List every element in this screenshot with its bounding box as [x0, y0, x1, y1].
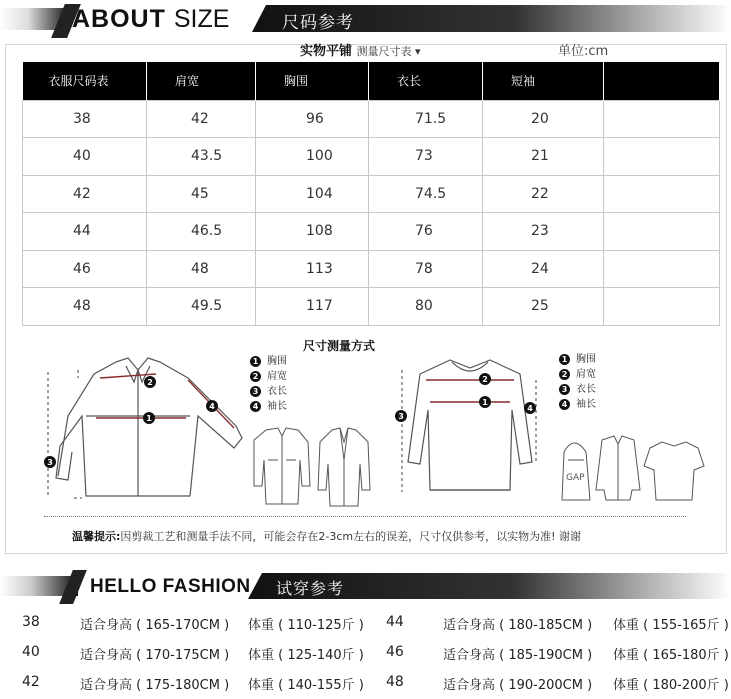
table-cell: 25 [483, 288, 604, 326]
table-cell: 22 [483, 175, 604, 213]
table-cell: 117 [256, 288, 369, 326]
fit-height: 适合身高 ( 190-200CM ) [443, 678, 593, 693]
subhead-small: 测量尺寸表 ▾ [356, 45, 421, 58]
fit-height: 适合身高 ( 170-175CM ) [80, 648, 230, 663]
header-title-cn: 尺码参考 [282, 13, 354, 33]
legend-item [250, 384, 287, 399]
measure-title: 尺寸测量方式 [303, 339, 376, 353]
table-cell: 42 [147, 100, 256, 138]
table-cell [604, 175, 720, 213]
table-cell: 73 [369, 138, 483, 176]
table-cell [604, 100, 720, 138]
table-cell: 113 [256, 250, 369, 288]
col-header: 短袖 [483, 62, 604, 100]
title-about: ABOUT [72, 5, 166, 33]
fit-height: 适合身高 ( 165-170CM ) [80, 618, 230, 633]
table-cell: 23 [483, 213, 604, 251]
sweater-illustration [390, 350, 550, 510]
table-header-row [23, 62, 720, 100]
svg-text:GAP: GAP [566, 473, 585, 483]
table-cell: 80 [369, 288, 483, 326]
dotted-divider [44, 516, 686, 517]
fit-height: 适合身高 ( 175-180CM ) [80, 678, 230, 693]
table-cell: 44 [23, 213, 147, 251]
table-cell: 71.5 [369, 100, 483, 138]
table-cell: 21 [483, 138, 604, 176]
svg-text:3: 3 [47, 458, 53, 467]
legend-number: 3 [250, 386, 261, 397]
garment-icons-right [558, 430, 708, 510]
fit-size: 40 [22, 644, 40, 660]
size-table [22, 62, 720, 326]
jacket-icons-left [244, 420, 374, 510]
table-row [23, 100, 720, 138]
legend-label: 胸围 [267, 356, 287, 367]
table-cell: 38 [23, 100, 147, 138]
legend-label: 肩宽 [576, 369, 596, 380]
col-header: 衣长 [369, 62, 483, 100]
about-size-header [0, 0, 731, 40]
table-row [23, 213, 720, 251]
table-cell: 46 [23, 250, 147, 288]
table-subhead [300, 40, 421, 59]
legend-item [559, 382, 596, 397]
table-row [23, 288, 720, 326]
fit-weight: 体重 ( 165-180斤 ) [613, 648, 729, 663]
table-cell: 46.5 [147, 213, 256, 251]
fit-size: 44 [386, 614, 404, 630]
legend-number: 2 [250, 371, 261, 382]
header-title-en [72, 5, 229, 34]
table-cell: 20 [483, 100, 604, 138]
legend-number: 1 [250, 356, 261, 367]
warm-tip [72, 528, 581, 544]
fit-row [0, 644, 731, 674]
fashion-title-en: HELLO FASHION [90, 576, 251, 597]
fit-height: 适合身高 ( 185-190CM ) [443, 648, 593, 663]
legend-item [559, 397, 596, 412]
svg-text:4: 4 [209, 402, 215, 411]
svg-text:1: 1 [482, 398, 488, 407]
legend-label: 肩宽 [267, 371, 287, 382]
fit-weight: 体重 ( 110-125斤 ) [248, 618, 364, 633]
legend-number: 2 [559, 369, 570, 380]
legend-item [250, 399, 287, 414]
col-header: 衣服尺码表 [23, 62, 147, 100]
legend-number: 1 [559, 354, 570, 365]
table-cell [604, 250, 720, 288]
legend-item [250, 369, 287, 384]
table-cell: 49.5 [147, 288, 256, 326]
fit-weight: 体重 ( 125-140斤 ) [248, 648, 364, 663]
hello-fashion-header [0, 570, 731, 604]
table-cell [604, 288, 720, 326]
table-cell: 78 [369, 250, 483, 288]
table-cell: 104 [256, 175, 369, 213]
legend-number: 3 [559, 384, 570, 395]
fit-size: 46 [386, 644, 404, 660]
table-cell: 42 [23, 175, 147, 213]
legend-item [559, 352, 596, 367]
fit-size: 38 [22, 614, 40, 630]
table-row [23, 175, 720, 213]
legend-label: 袖长 [576, 399, 596, 410]
measure-legend-right [559, 352, 596, 412]
fit-weight: 体重 ( 180-200斤 ) [613, 678, 729, 693]
table-cell: 40 [23, 138, 147, 176]
table-cell [604, 213, 720, 251]
col-header [604, 62, 720, 100]
legend-label: 衣长 [576, 384, 596, 395]
fit-size: 42 [22, 674, 40, 690]
table-cell: 76 [369, 213, 483, 251]
table-cell: 45 [147, 175, 256, 213]
legend-label: 袖长 [267, 401, 287, 412]
table-cell: 96 [256, 100, 369, 138]
fit-height: 适合身高 ( 180-185CM ) [443, 618, 593, 633]
subhead-main: 实物平铺 [300, 44, 353, 59]
svg-text:2: 2 [147, 378, 153, 387]
table-cell: 100 [256, 138, 369, 176]
fit-size: 48 [386, 674, 404, 690]
table-cell: 48 [23, 288, 147, 326]
svg-text:4: 4 [527, 404, 533, 413]
table-cell [604, 138, 720, 176]
table-cell: 48 [147, 250, 256, 288]
legend-number: 4 [559, 399, 570, 410]
tip-label: 温馨提示: [72, 530, 121, 543]
legend-label: 胸围 [576, 354, 596, 365]
table-cell: 43.5 [147, 138, 256, 176]
table-row [23, 250, 720, 288]
legend-item [559, 367, 596, 382]
svg-text:3: 3 [398, 412, 404, 421]
table-cell: 24 [483, 250, 604, 288]
fit-weight: 体重 ( 140-155斤 ) [248, 678, 364, 693]
legend-number: 4 [250, 401, 261, 412]
col-header: 胸围 [256, 62, 369, 100]
title-size: SIZE [173, 5, 230, 33]
unit-label: 单位:cm [558, 44, 609, 59]
svg-text:1: 1 [146, 414, 152, 423]
shirt-illustration [38, 356, 250, 506]
fit-weight: 体重 ( 155-165斤 ) [613, 618, 729, 633]
measure-legend-left [250, 354, 287, 414]
tip-text: 因剪裁工艺和测量手法不同，可能会存在2-3cm左右的误差，尺寸仅供参考，以实物为准! 谢谢 [120, 530, 582, 543]
fit-reference-list [0, 606, 731, 699]
legend-item [250, 354, 287, 369]
fit-row [0, 674, 731, 699]
legend-label: 衣长 [267, 386, 287, 397]
col-header: 肩宽 [147, 62, 256, 100]
fashion-title-cn: 试穿参考 [276, 579, 345, 598]
table-cell: 74.5 [369, 175, 483, 213]
table-cell: 108 [256, 213, 369, 251]
svg-text:2: 2 [482, 375, 488, 384]
fit-row [0, 614, 731, 644]
table-row [23, 138, 720, 176]
